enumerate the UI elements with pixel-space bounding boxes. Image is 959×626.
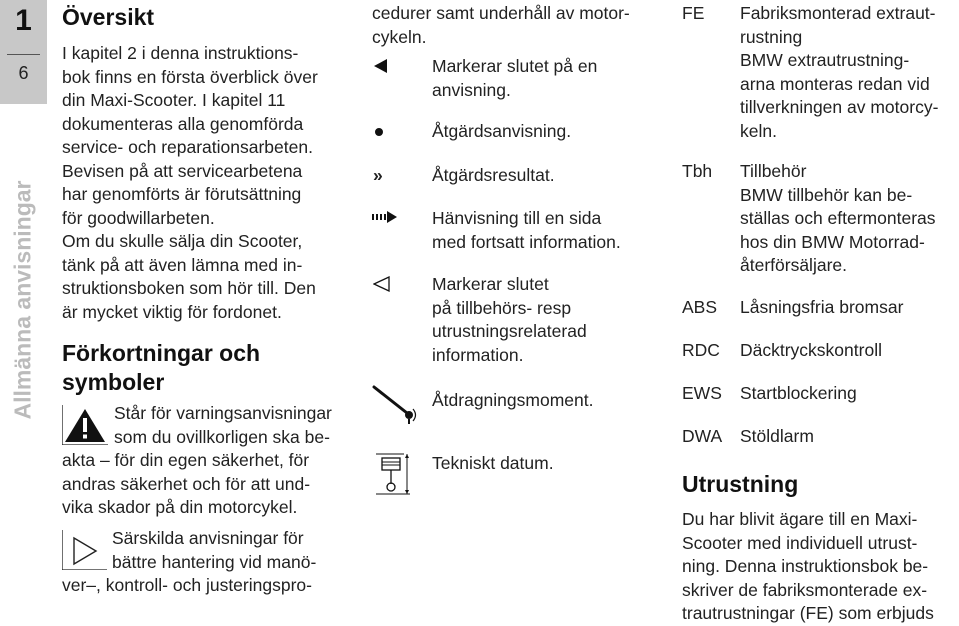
symbol-description [432, 164, 555, 188]
symbol-line: anvisning. [432, 79, 511, 100]
symbol-description [432, 452, 554, 476]
overview-line: bok finns en första överblick över [62, 66, 318, 87]
symbol-line: Tekniskt datum. [432, 453, 554, 473]
overview-heading: Översikt [62, 4, 155, 30]
symbol-description [432, 120, 571, 144]
symbol-description [432, 55, 597, 102]
overview-paragraph [62, 42, 318, 324]
abbreviation-line: BMW extrautrustning- [740, 50, 910, 70]
abbreviation-line: Stöldlarm [740, 426, 814, 446]
abbreviation-line: Tillbehör [740, 161, 807, 181]
abbreviation-description [740, 339, 882, 363]
overview-line: service- och reparationsarbeten. [62, 137, 313, 157]
note-line: bättre hantering vid manö- [112, 551, 317, 572]
technical-data-piston-icon [376, 450, 412, 501]
equipment-line: Du har blivit ägare till en Maxi- [682, 509, 918, 529]
abbreviation-code: ABS [682, 297, 718, 317]
symbol-line: på tillbehörs- resp [432, 297, 572, 318]
symbol-line: Markerar slutet [432, 274, 549, 294]
overview-line: är mycket viktig för fordonet. [62, 301, 282, 322]
continuation-paragraph [372, 2, 630, 49]
equipment-line: skriver de fabriksmonterade ex- [682, 579, 928, 600]
abbreviation-line: Startblockering [740, 383, 857, 403]
abbreviation-line: Låsningsfria bromsar [740, 297, 904, 317]
side-section-label: Allmänna anvisningar [9, 180, 36, 420]
abbreviations-heading [62, 339, 260, 397]
equipment-line: trautrustningar (FE) som erbjuds [682, 603, 934, 623]
page-number: 6 [18, 63, 29, 83]
warning-line: Står för varningsanvisningar [114, 403, 332, 423]
overview-line: Om du skulle sälja din Scooter, [62, 231, 303, 251]
abbreviation-line: hos din BMW Motorrad- [740, 231, 925, 252]
abbreviation-line: tillverkningen av motorcy- [740, 97, 939, 117]
continuation-line: cedurer samt underhåll av motor- [372, 3, 630, 23]
abbreviation-line: ställas och eftermonteras [740, 208, 936, 228]
continuation-line: cykeln. [372, 26, 427, 47]
abbreviation-description [740, 160, 936, 278]
overview-line: struktionsboken som hör till. Den [62, 278, 316, 298]
abbreviation-description [740, 2, 938, 143]
abbreviation-code: EWS [682, 383, 722, 403]
action-result-icon: » [373, 165, 383, 185]
symbol-description [432, 273, 587, 367]
equipment-line: ning. Denna instruktionsbok be- [682, 556, 929, 576]
overview-line: Bevisen på att servicearbetena [62, 160, 303, 181]
action-bullet-icon [374, 124, 384, 142]
symbol-line: Hänvisning till en sida [432, 208, 602, 228]
abbreviation-description [740, 425, 814, 449]
warning-text [62, 402, 352, 520]
page-reference-arrow-icon [372, 210, 398, 229]
note-text [62, 527, 352, 598]
abbreviation-line: arna monteras redan vid [740, 73, 930, 94]
symbol-line: Markerar slutet på en [432, 56, 598, 76]
abbreviation-code: FE [682, 3, 705, 23]
symbol-line: Åtgärdsanvisning. [432, 121, 572, 141]
overview-line: för goodwillarbeten. [62, 207, 215, 228]
overview-line: dokumenteras alla genomförda [62, 113, 304, 134]
symbol-line: med fortsatt information. [432, 231, 621, 252]
warning-line: vika skador på din motorcykel. [62, 497, 298, 517]
symbol-description [432, 207, 621, 254]
abbreviation-line: keln. [740, 120, 777, 141]
abbreviation-line: rustning [740, 26, 803, 47]
abbreviation-code: RDC [682, 340, 720, 360]
symbol-description [432, 389, 593, 413]
torque-wrench-icon [371, 383, 419, 430]
overview-line: har genomförts är förutsättning [62, 184, 302, 204]
abbreviation-code: DWA [682, 426, 723, 446]
heading-line: symboler [62, 369, 165, 395]
chapter-divider [7, 54, 40, 55]
symbol-line: utrustningsrelaterad [432, 321, 587, 341]
equipment-line: Scooter med individuell utrust- [682, 532, 918, 553]
note-line: Särskilda anvisningar för [112, 528, 304, 548]
abbreviation-line: Fabriksmonterad extraut- [740, 3, 936, 23]
abbreviation-description [740, 382, 857, 406]
warning-line: som du ovillkorligen ska be- [114, 426, 330, 447]
equipment-paragraph [682, 508, 934, 626]
symbol-line: Åtdragningsmoment. [432, 390, 594, 410]
symbol-line: Åtgärdsresultat. [432, 165, 555, 185]
symbol-line: information. [432, 344, 524, 365]
warning-line: akta – för din egen säkerhet, för [62, 450, 310, 470]
overview-line: din Maxi-Scooter. I kapitel 11 [62, 90, 286, 110]
warning-line: andras säkerhet och för att und- [62, 473, 311, 494]
abbreviation-line: BMW tillbehör kan be- [740, 184, 913, 205]
note-line: ver–, kontroll- och justeringspro- [62, 575, 312, 595]
overview-line: tänk på att även lämna med in- [62, 254, 303, 275]
chapter-number: 1 [15, 4, 32, 37]
abbreviation-line: återförsäljare. [740, 255, 847, 275]
abbreviation-description [740, 296, 903, 320]
accessory-end-triangle-icon [373, 276, 391, 297]
heading-line: Förkortningar och [62, 340, 261, 366]
equipment-heading: Utrustning [682, 471, 799, 497]
overview-line: I kapitel 2 i denna instruktions- [62, 43, 299, 63]
abbreviation-code: Tbh [682, 161, 713, 181]
abbreviation-line: Däcktryckskontroll [740, 340, 882, 360]
end-of-instruction-triangle-icon [373, 58, 393, 76]
